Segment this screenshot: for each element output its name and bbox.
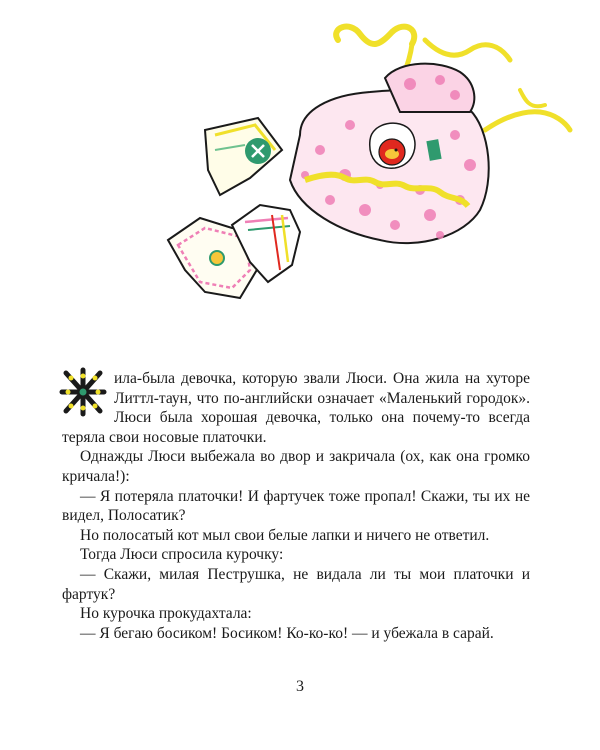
paragraph: — Я потеряла платочки! И фартучек тоже пропал! Скажи, ты их не видел, Полосатик? bbox=[62, 487, 530, 525]
decorated-letter-zh-icon bbox=[58, 366, 108, 418]
apron-pocket-chick bbox=[379, 139, 405, 165]
paragraph: — Скажи, милая Пеструшка, не видала ли ты мои платочки и фартук? bbox=[62, 565, 530, 603]
apron-handkerchiefs-illustration bbox=[0, 0, 600, 320]
apron bbox=[290, 64, 489, 243]
paragraph-text: ила-была девочка, которую звали Люси. Она жила на хуторе Литтл-таун, что по-английски означает «Маленький городок». Люси была хорошая девочка, только она почему-то всегда теряла свои носовые платочки. bbox=[62, 370, 530, 446]
paragraph: Но полосатый кот мыл свои белые лапки и ничего не ответил. bbox=[80, 526, 490, 544]
paragraph: Но курочка прокудахтала: bbox=[80, 605, 252, 623]
paragraph-1 bbox=[62, 369, 530, 447]
paragraph: Однажды Люси выбежала во двор и закричала (ох, как она громко кричала!): bbox=[62, 448, 530, 485]
handkerchief-green bbox=[205, 118, 282, 195]
story-text bbox=[62, 369, 530, 643]
paragraph: Тогда Люси спросила курочку: bbox=[80, 546, 284, 564]
paragraph: — Я бегаю босиком! Босиком! Ко-ко-ко! — и убежала в сарай. bbox=[80, 624, 494, 642]
page-number: 3 bbox=[296, 678, 304, 695]
apron-ribbon-side bbox=[485, 90, 570, 130]
